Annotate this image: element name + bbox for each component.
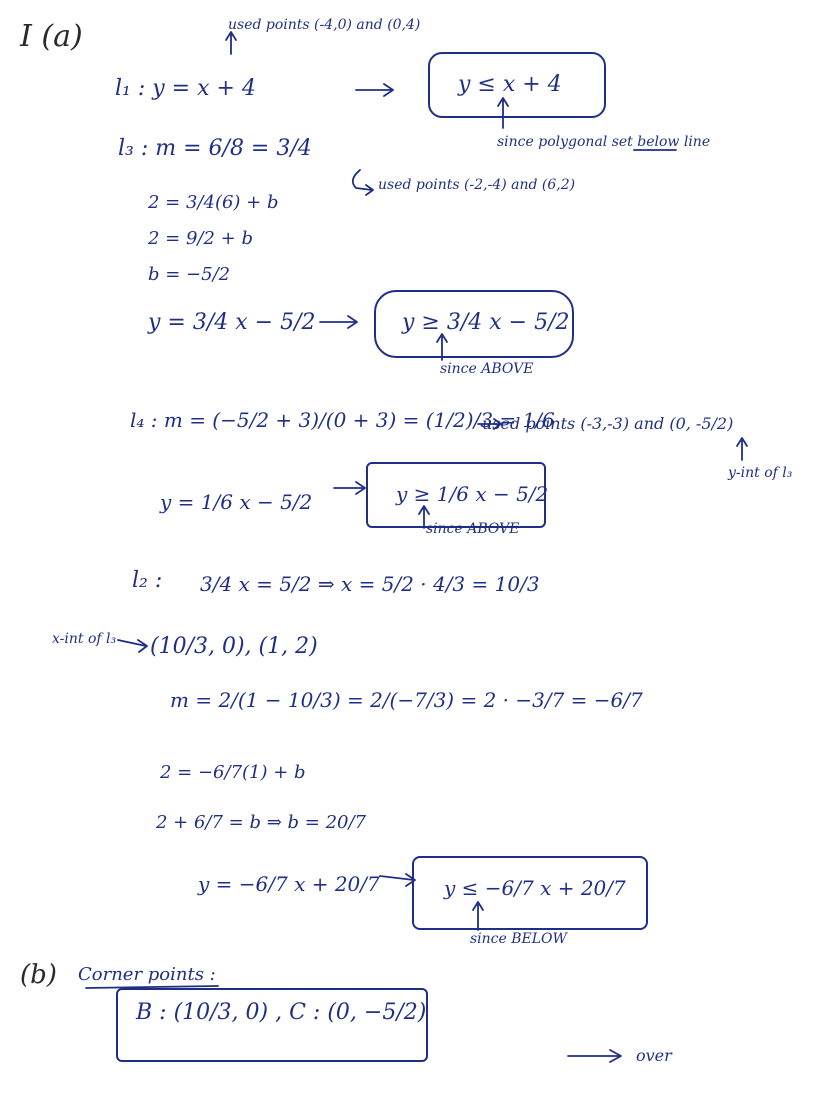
xint-arrow: [118, 640, 147, 652]
l2-step1: 2 = −6/7(1) + b: [160, 762, 306, 783]
l1-inequality: y ≤ x + 4: [458, 72, 562, 97]
l3-slope: l₃ : m = 6/8 = 3/4: [118, 136, 312, 161]
l2-xint-label: x-int of l₃: [52, 631, 117, 647]
l1-reason: since polygonal set below line: [497, 134, 711, 150]
l3-note-arrow: [353, 170, 373, 195]
l3-step2: 2 = 9/2 + b: [148, 228, 253, 249]
l3-inequality: y ≥ 3/4 x − 5/2: [402, 310, 570, 335]
l4-note: used points (-3,-3) and (0, -5/2): [482, 414, 734, 433]
l2-equation: y = −6/7 x + 20/7: [198, 872, 380, 896]
l4-equation: y = 1/6 x − 5/2: [160, 490, 313, 514]
l3-equation: y = 3/4 x − 5/2: [148, 310, 316, 335]
part-b-label: (b): [20, 960, 57, 990]
l4-yint-label: y-int of l₃: [728, 465, 793, 481]
part-a-label: I (a): [20, 19, 83, 54]
l2-step2: 2 + 6/7 = b ⇒ b = 20/7: [156, 812, 366, 833]
over-arrow: [568, 1050, 621, 1062]
l3-step1: 2 = 3/4(6) + b: [148, 192, 279, 213]
l4-reason: since ABOVE: [426, 521, 520, 537]
l2-slope: m = 2/(1 − 10/3) = 2/(−7/3) = 2 · −3/7 = −6/7: [170, 688, 643, 712]
l2-label: l₂ :: [132, 568, 163, 593]
l4-inequality: y ≥ 1/6 x − 5/2: [396, 482, 549, 506]
l2-points: (10/3, 0), (1, 2): [150, 634, 318, 659]
l2-inequality: y ≤ −6/7 x + 20/7: [444, 876, 626, 900]
l3-reason: since ABOVE: [440, 361, 534, 377]
l3-note: used points (-2,-4) and (6,2): [378, 177, 576, 193]
l3-step3: b = −5/2: [148, 264, 231, 285]
l2-xint-step: 3/4 x = 5/2 ⇒ x = 5/2 · 4/3 = 10/3: [200, 572, 540, 596]
l4-slope: l₄ : m = (−5/2 + 3)/(0 + 3) = (1/2)/3 = 1/6: [130, 408, 555, 432]
l1-note-arrow: [226, 32, 236, 54]
l2-right-arrow: [380, 874, 415, 886]
l1-right-arrow: [356, 84, 393, 96]
l1-note: used points (-4,0) and (0,4): [228, 17, 421, 33]
over-note: over: [636, 1046, 672, 1065]
part-b-heading: Corner points :: [78, 964, 216, 985]
l3-right-arrow: [320, 316, 357, 328]
l1-equation: l₁ : y = x + 4: [115, 76, 256, 101]
l4-right-arrow: [334, 482, 365, 494]
l4-yint-arrow: [737, 438, 747, 460]
corner-points: B : (10/3, 0) , C : (0, −5/2): [136, 1000, 427, 1025]
l2-reason: since BELOW: [470, 931, 567, 947]
